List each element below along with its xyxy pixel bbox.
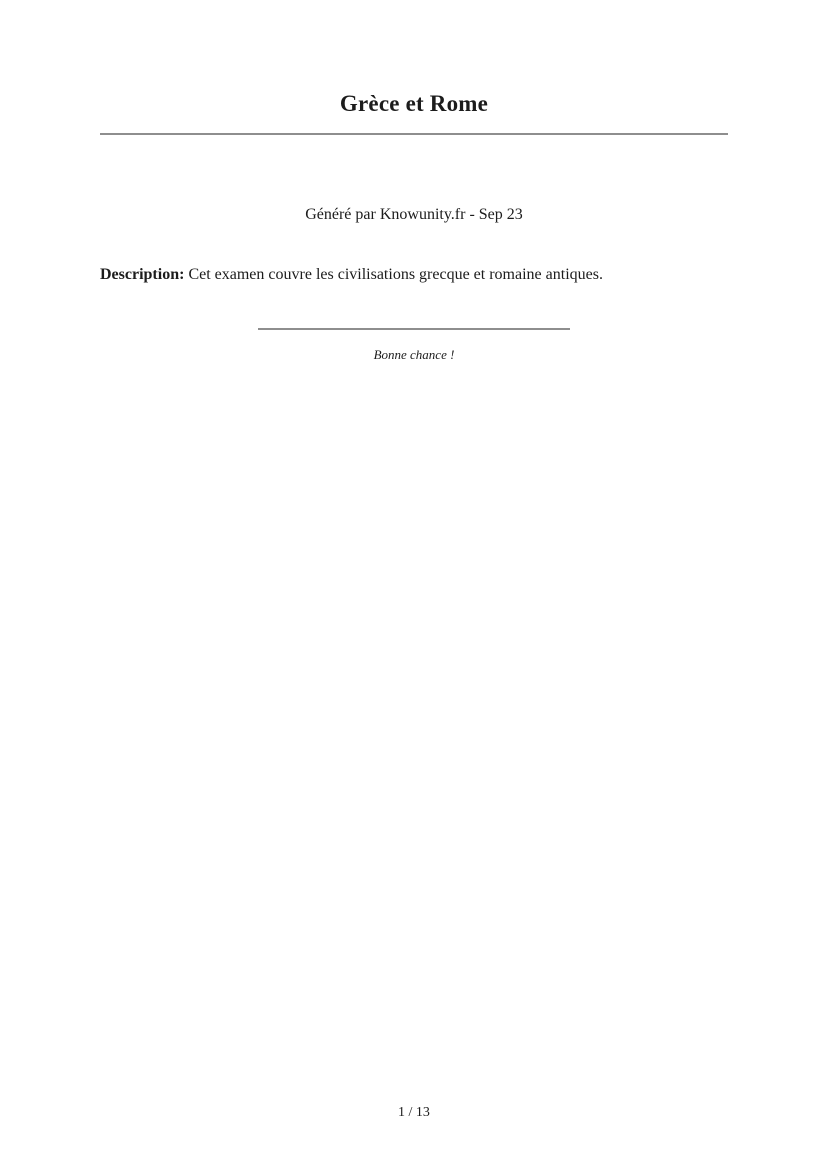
signature-divider bbox=[258, 328, 570, 330]
generated-by-line: Généré par Knowunity.fr - Sep 23 bbox=[305, 205, 523, 223]
description-line bbox=[100, 265, 728, 285]
description-label: Description: bbox=[100, 265, 185, 283]
good-luck-note: Bonne chance ! bbox=[373, 346, 455, 362]
document-content bbox=[0, 90, 828, 363]
page-number: 1 / 13 bbox=[398, 1105, 430, 1120]
title-divider bbox=[100, 133, 728, 135]
page-title: Grèce et Rome bbox=[339, 91, 489, 116]
description-text: Cet examen couvre les civilisations grecque et romaine antiques. bbox=[188, 265, 603, 283]
